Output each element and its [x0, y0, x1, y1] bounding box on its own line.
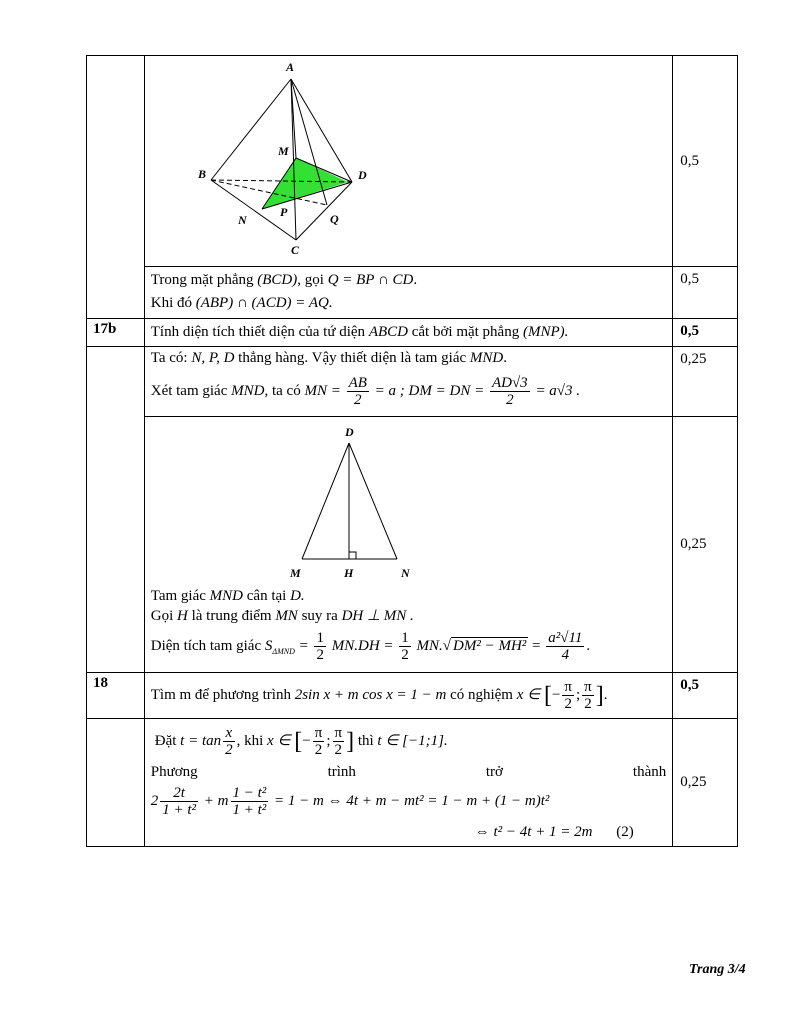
fraction: $\frac{AD√3}{2}$	[491, 375, 528, 409]
qnum-cell	[87, 347, 145, 673]
score-cell	[673, 319, 738, 347]
text-line: Khi đó (ABP) ∩ (ACD) = AQ.	[150, 295, 333, 311]
label-c: C	[290, 243, 299, 257]
content-cell	[144, 347, 673, 417]
fraction: $\frac{\pi}{2}$	[584, 679, 592, 712]
fraction: $\frac{\pi}{2}$	[564, 679, 572, 712]
page-footer: Trang 3/4	[689, 962, 746, 977]
fraction: $\frac{AB}{2}$	[348, 375, 367, 409]
content-cell	[144, 417, 673, 673]
score-cell	[673, 417, 738, 673]
text-line: Tam giác MND cân tại D.	[150, 588, 305, 604]
qnum-cell	[87, 319, 145, 347]
label-m: M	[277, 144, 289, 158]
fraction: $\frac{\pi}{2}$	[314, 725, 323, 759]
text-line: Đặt t = tan $\frac{x}{2}$ , khi x ∈ [− $\frac{\pi}{2}$ ; $\frac{\pi}{2}$ ] thì t ∈ [−1;1].	[154, 725, 448, 759]
fraction: $\frac{\pi}{2}$	[334, 725, 343, 759]
label-q: Q	[329, 212, 339, 226]
content-cell	[144, 267, 673, 319]
text-line: ⇔ t² − 4t + 1 = 2m (2)	[474, 824, 634, 840]
question-text: Tìm m để phương trình 2sin x + m cos x = 1 − m có nghiệm x ∈ [− $\frac{\pi}{2}$ ; $\frac{\pi}{2}$ ].	[150, 679, 608, 712]
label-n: N	[400, 566, 410, 580]
score: 0,5	[680, 271, 700, 287]
text-line: Trong mặt phẳng (BCD), gọi Q = BP ∩ CD.	[150, 272, 418, 288]
tetrahedron-figure	[170, 56, 430, 261]
score: 0,5	[680, 152, 700, 169]
text-line: Ta có: N, P, D thẳng hàng. Vậy thiết diện là tam giác MND.	[150, 350, 508, 366]
score: 0,25	[680, 536, 707, 552]
label-h: H	[343, 566, 354, 580]
table-row	[87, 719, 738, 847]
answer-table	[86, 55, 738, 847]
text-line: Xét tam giác MND, ta có MN = $\frac{AB}{2}$ = a ; DM = DN = $\frac{AD√3}{2}$ = a√3 .	[150, 375, 581, 409]
table-row	[87, 673, 738, 719]
fraction: $\frac{2t}{\text{1 + t²}}$	[162, 785, 197, 819]
score-cell	[673, 347, 738, 417]
qnum-cell	[87, 56, 145, 319]
label-d: D	[344, 425, 354, 439]
score: 0,5	[680, 323, 700, 339]
score: 0,5	[680, 677, 700, 693]
fraction: $\frac{x}{2}$	[225, 725, 233, 759]
score: 0,25	[680, 351, 707, 367]
label-a: A	[285, 60, 294, 74]
table-row	[87, 319, 738, 347]
figure-cell	[144, 56, 673, 267]
fraction: $\frac{1}{2}$	[316, 630, 324, 664]
table-row	[87, 347, 738, 417]
question-number: 17b	[93, 321, 117, 337]
question-number: 18	[93, 675, 108, 691]
section-fill	[262, 158, 348, 209]
label-p: P	[279, 205, 288, 219]
fraction: $\frac{1}{2}$	[401, 630, 409, 664]
qnum-cell	[87, 719, 145, 847]
qnum-cell	[87, 673, 145, 719]
table-row	[87, 267, 738, 319]
table-row	[87, 417, 738, 673]
content-cell	[144, 319, 673, 347]
question-text: Tính diện tích thiết diện của tứ diện ABCD cắt bởi mặt phẳng (MNP).	[150, 324, 569, 340]
score-cell	[673, 267, 738, 319]
score-cell	[673, 673, 738, 719]
score: 0,25	[680, 774, 707, 790]
table-row	[87, 56, 738, 267]
label-m: M	[289, 566, 301, 580]
label-d: D	[357, 168, 367, 182]
text-line: Gọi H là trung điểm MN suy ra DH ⊥ MN .	[150, 608, 414, 624]
fraction: $\frac{\text{1 − t²}}{\text{1 + t²}}$	[232, 785, 267, 819]
fraction: $\frac{\text{a²√11}}{4}$	[548, 630, 583, 664]
label-n: N	[237, 213, 247, 227]
text-line: 2 $\frac{2t}{\text{1 + t²}}$ + m $\frac{\text{1 − t²}}{\text{1 + t²}}$ = 1 − m ⇔ 4t + m − mt² = 1 − m + (1 − m)t²	[150, 785, 550, 819]
content-cell	[144, 673, 673, 719]
text-line: Diện tích tam giác $S_{\Delta MND}$ = $\frac{1}{2}$ MN.DH = $\frac{1}{2}$ MN.√ DM² − MH² = $\frac{\text{a²√11}}{4}$ .	[150, 630, 591, 664]
score-cell	[673, 56, 738, 267]
triangle-figure	[285, 421, 465, 586]
text-line: Phương trình trở thành	[150, 764, 667, 780]
label-b: B	[197, 167, 206, 181]
content-cell	[144, 719, 673, 847]
score-cell	[673, 719, 738, 847]
